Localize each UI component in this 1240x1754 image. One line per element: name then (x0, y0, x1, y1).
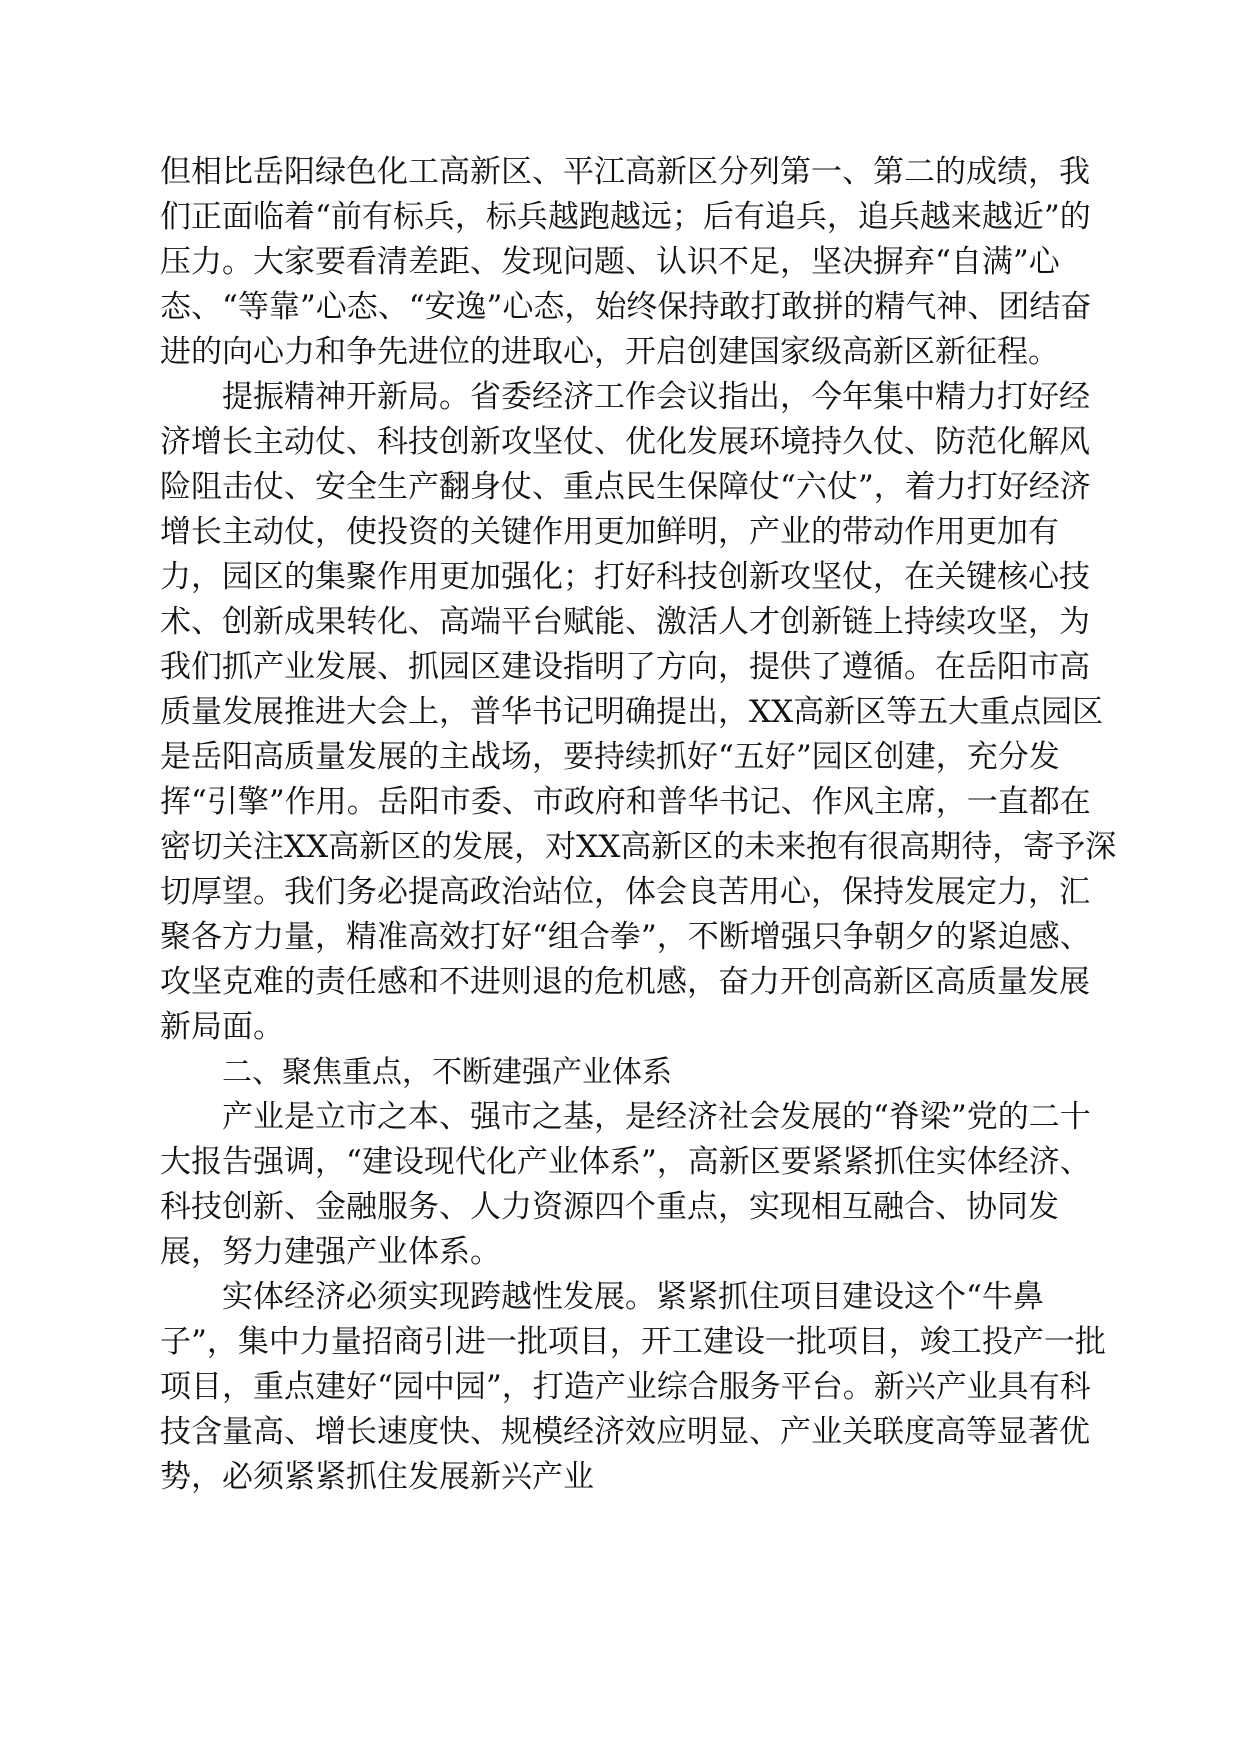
paragraph-industry: 产业是立市之本、强市之基，是经济社会发展的“脊梁”党的二十大报告强调，“建设现代化产业体系”，高新区要紧紧抓住实体经济、科技创新、金融服务、人力资源四个重点，实现相互融合、协同发展，努力建强产业体系。 (160, 1099, 1091, 1270)
paragraph-boost-spirit: 提振精神开新局。省委经济工作会议指出，今年集中精力打好经济增长主动仗、科技创新攻坚仗、优化发展环境持久仗、防范化解风险阻击仗、安全生产翻身仗、重点民生保障仗“六仗”，着力打好经济增长主动仗，使投资的关键作用更加鲜明，产业的带动作用更加有力，园区的集聚作用更加强化；打好科技创新攻坚仗，在关键核心技术、创新成果转化、高端平台赋能、激活人才创新链上持续攻坚，为我们抓产业发展、抓园区建设指明了方向，提供了遵循。在岳阳市高质量发展推进大会上，普华书记明确提出，XX高新区等五大重点园区是岳阳高质量发展的主战场，要持续抓好“五好”园区创建，充分发挥“引擎”作用。岳阳市委、市政府和普华书记、作风主席，一直都在密切关注XX高新区的发展，对XX高新区的未来抱有很高期待，寄予深切厚望。我们务必提高政治站位，体会良苦用心，保持发展定力，汇聚各方力量，精准高效打好“组合拳”，不断增强只争朝夕的紧迫感、攻坚克难的责任感和不进则退的危机感，奋力开创高新区高质量发展新局面。 (160, 379, 1117, 1045)
section-heading: 二、聚焦重点，不断建强产业体系 (222, 1055, 672, 1090)
paragraph-continued: 但相比岳阳绿色化工高新区、平江高新区分列第一、第二的成绩，我们正面临着“前有标兵，标兵越跑越远；后有追兵，追兵越来越近”的压力。大家要看清差距、发现问题、认识不足，坚决摒弃“自满”心态、“等靠”心态、“安逸”心态，始终保持敢打敢拼的精气神、团结奋进的向心力和争先进位的进取心，开启创建国家级高新区新征程。 (160, 154, 1092, 370)
paragraph-real-economy: 实体经济必须实现跨越性发展。紧紧抓住项目建设这个“牛鼻子”，集中力量招商引进一批项目，开工建设一批项目，竣工投产一批项目，重点建好“园中园”，打造产业综合服务平台。新兴产业具有科技含量高、增长速度快、规模经济效应明显、产业关联度高等显著优势，必须紧紧抓住发展新兴产业 (160, 1279, 1106, 1495)
document-body (160, 150, 1120, 1500)
